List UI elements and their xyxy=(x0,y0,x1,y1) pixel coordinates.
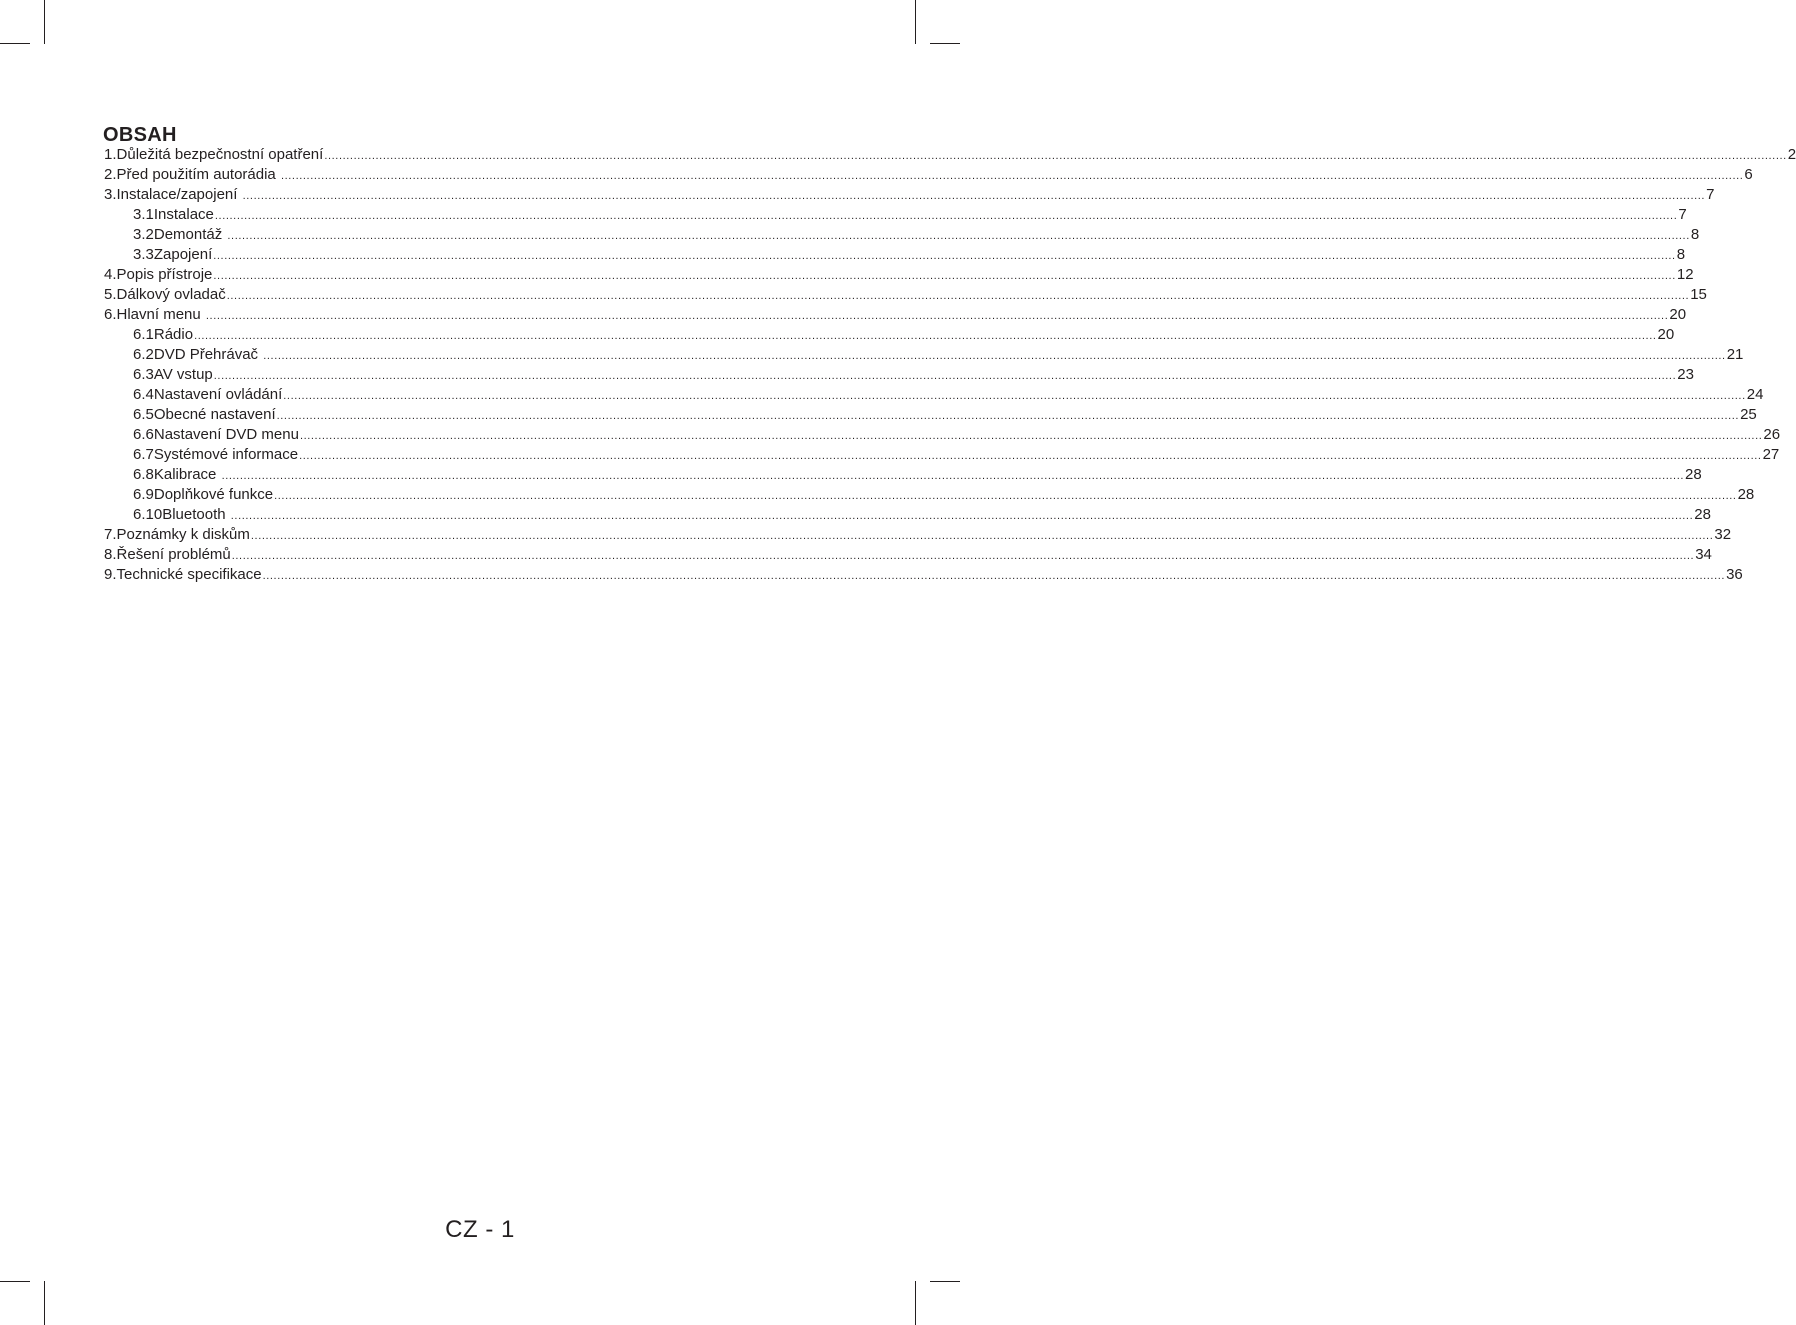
toc-dot-leader: ................................................................................................................................................................................................................................................................................................................................................................................................................ xyxy=(226,290,1690,302)
toc-entry-page: 25 xyxy=(1740,406,1757,423)
toc-entry-page: 28 xyxy=(1685,466,1702,483)
toc-entry-title: Demontáž xyxy=(153,226,227,243)
toc-entry-title: Nastavení DVD menu xyxy=(153,426,299,443)
toc-entry-page: 12 xyxy=(1676,266,1694,283)
toc-entry-number: 6.4 xyxy=(133,386,154,403)
toc-entry[interactable] xyxy=(104,225,1700,245)
toc-dot-leader: ................................................................................................................................................................................................................................................................................................................................................................................................................ xyxy=(250,530,1714,542)
toc-entry-page: 6 xyxy=(1744,166,1753,183)
toc-entry-title: Hlavní menu xyxy=(116,306,205,323)
toc-entry-title: Důležitá bezpečnostní opatření xyxy=(116,146,324,163)
toc-entry-title: Kalibrace xyxy=(153,466,221,483)
toc-entry-page: 20 xyxy=(1657,326,1675,343)
toc-entry-number: 9. xyxy=(104,566,117,583)
toc-dot-leader: ................................................................................................................................................................................................................................................................................................................................................................................................................ xyxy=(227,230,1690,242)
toc-entry-number: 6.8 xyxy=(133,466,154,483)
toc-entry-number: 4. xyxy=(104,266,117,283)
page-number-footer: CZ - 1 xyxy=(445,1216,515,1243)
toc-entry-title: AV vstup xyxy=(153,366,213,383)
toc-entry[interactable] xyxy=(104,365,1694,385)
toc-entry-number: 3.2 xyxy=(133,226,154,243)
toc-entry[interactable] xyxy=(104,205,1687,225)
toc-dot-leader: ................................................................................................................................................................................................................................................................................................................................................................................................................ xyxy=(205,310,1669,322)
toc-entry-title: Zapojení xyxy=(153,246,213,263)
toc-entry-number: 6.2 xyxy=(133,346,154,363)
toc-dot-leader: ................................................................................................................................................................................................................................................................................................................................................................................................................ xyxy=(280,170,1744,182)
toc-entry-title: Nastavení ovládání xyxy=(153,386,283,403)
toc-entry[interactable] xyxy=(104,145,1796,165)
toc-entry-number: 8. xyxy=(104,546,117,563)
toc-entry[interactable] xyxy=(104,265,1694,285)
toc-entry[interactable] xyxy=(104,565,1743,585)
toc-entry[interactable] xyxy=(104,525,1732,545)
toc-entry-page: 20 xyxy=(1669,306,1687,323)
toc-entry-title: Popis přístroje xyxy=(116,266,213,283)
toc-entry-page: 32 xyxy=(1714,526,1732,543)
toc-entry[interactable] xyxy=(104,185,1715,205)
crop-mark-top-left-horizontal xyxy=(0,43,30,44)
toc-dot-leader: ................................................................................................................................................................................................................................................................................................................................................................................................................ xyxy=(263,350,1726,362)
toc-entry-page: 28 xyxy=(1694,506,1711,523)
toc-entry-title: Dálkový ovladač xyxy=(116,286,226,303)
toc-entry-number: 6.5 xyxy=(133,406,154,423)
toc-entry-page: 27 xyxy=(1762,446,1780,463)
toc-entry[interactable] xyxy=(104,465,1702,485)
toc-entry-title: Rádio xyxy=(153,326,194,343)
toc-entry-number: 6.7 xyxy=(133,446,154,463)
toc-dot-leader: ................................................................................................................................................................................................................................................................................................................................................................................................................ xyxy=(299,430,1763,442)
toc-entry-number: 1. xyxy=(104,146,117,163)
toc-dot-leader: ................................................................................................................................................................................................................................................................................................................................................................................................................ xyxy=(242,190,1706,202)
toc-entry[interactable] xyxy=(104,305,1687,325)
toc-entry-page: 23 xyxy=(1677,366,1694,383)
toc-entry-number: 7. xyxy=(104,526,117,543)
crop-mark-top-left-vertical xyxy=(44,0,45,44)
toc-dot-leader: ................................................................................................................................................................................................................................................................................................................................................................................................................ xyxy=(299,450,1762,462)
toc-entry-number: 6.9 xyxy=(133,486,154,503)
toc-entry-title: Bluetooth xyxy=(162,506,230,523)
toc-entry-title: Technické specifikace xyxy=(116,566,262,583)
crop-mark-bottom-left-horizontal xyxy=(0,1281,30,1282)
toc-entry-page: 26 xyxy=(1763,426,1781,443)
toc-entry-title: DVD Přehrávač xyxy=(153,346,263,363)
toc-entry-page: 2 xyxy=(1787,146,1796,163)
toc-entry-number: 6.3 xyxy=(133,366,154,383)
toc-dot-leader: ................................................................................................................................................................................................................................................................................................................................................................................................................ xyxy=(213,370,1677,382)
table-of-contents xyxy=(104,145,1796,585)
toc-entry-title: Doplňkové funkce xyxy=(153,486,274,503)
toc-dot-leader: ................................................................................................................................................................................................................................................................................................................................................................................................................ xyxy=(221,470,1685,482)
toc-entry-number: 6.1 xyxy=(133,326,154,343)
toc-entry-number: 3. xyxy=(104,186,117,203)
toc-entry-page: 7 xyxy=(1706,186,1715,203)
toc-entry-page: 21 xyxy=(1726,346,1744,363)
toc-entry-number: 2. xyxy=(104,166,117,183)
toc-dot-leader: ................................................................................................................................................................................................................................................................................................................................................................................................................ xyxy=(283,390,1746,402)
toc-entry-number: 6.6 xyxy=(133,426,154,443)
crop-mark-bottom-right-horizontal xyxy=(930,1281,960,1282)
toc-entry[interactable] xyxy=(104,425,1781,445)
toc-entry-page: 28 xyxy=(1737,486,1755,503)
toc-entry-number: 6.10 xyxy=(133,506,163,523)
toc-dot-leader: ................................................................................................................................................................................................................................................................................................................................................................................................................ xyxy=(194,330,1657,342)
toc-entry[interactable] xyxy=(104,405,1757,425)
toc-dot-leader: ................................................................................................................................................................................................................................................................................................................................................................................................................ xyxy=(213,270,1676,282)
toc-dot-leader: ................................................................................................................................................................................................................................................................................................................................................................................................................ xyxy=(274,490,1737,502)
toc-entry[interactable] xyxy=(104,285,1707,305)
toc-entry-page: 24 xyxy=(1746,386,1764,403)
toc-entry[interactable] xyxy=(104,385,1764,405)
toc-dot-leader: ................................................................................................................................................................................................................................................................................................................................................................................................................ xyxy=(262,570,1726,582)
toc-entry-page: 36 xyxy=(1726,566,1743,583)
toc-entry-title: Řešení problémů xyxy=(116,546,231,563)
toc-dot-leader: ................................................................................................................................................................................................................................................................................................................................................................................................................ xyxy=(231,550,1695,562)
toc-entry[interactable] xyxy=(104,445,1780,465)
toc-entry-number: 5. xyxy=(104,286,117,303)
page-title: OBSAH xyxy=(103,124,177,147)
toc-entry-page: 8 xyxy=(1676,246,1686,263)
toc-entry-title: Systémové informace xyxy=(153,446,299,463)
crop-mark-bottom-right-vertical xyxy=(915,1281,916,1325)
toc-entry-number: 6. xyxy=(104,306,117,323)
toc-entry-title: Před použitím autorádia xyxy=(116,166,280,183)
toc-entry-page: 8 xyxy=(1690,226,1700,243)
toc-entry-title: Obecné nastavení xyxy=(153,406,276,423)
crop-mark-top-right-horizontal xyxy=(930,43,960,44)
toc-entry[interactable] xyxy=(104,485,1755,505)
toc-entry-title: Poznámky k diskům xyxy=(116,526,250,543)
toc-entry-page: 7 xyxy=(1678,206,1687,223)
toc-entry-title: Instalace/zapojení xyxy=(116,186,242,203)
toc-entry[interactable] xyxy=(104,245,1686,265)
toc-dot-leader: ................................................................................................................................................................................................................................................................................................................................................................................................................ xyxy=(324,150,1787,162)
toc-dot-leader: ................................................................................................................................................................................................................................................................................................................................................................................................................ xyxy=(230,510,1694,522)
toc-entry[interactable] xyxy=(104,345,1744,365)
toc-dot-leader: ................................................................................................................................................................................................................................................................................................................................................................................................................ xyxy=(213,250,1676,262)
toc-entry[interactable] xyxy=(104,325,1675,345)
toc-entry-title: Instalace xyxy=(153,206,214,223)
toc-entry[interactable] xyxy=(104,165,1753,185)
toc-entry-page: 34 xyxy=(1695,546,1712,563)
crop-mark-top-right-vertical xyxy=(915,0,916,44)
toc-entry[interactable] xyxy=(104,505,1711,525)
toc-entry-number: 3.3 xyxy=(133,246,154,263)
toc-dot-leader: ................................................................................................................................................................................................................................................................................................................................................................................................................ xyxy=(276,410,1740,422)
toc-dot-leader: ................................................................................................................................................................................................................................................................................................................................................................................................................ xyxy=(214,210,1678,222)
toc-entry-page: 15 xyxy=(1690,286,1707,303)
toc-entry[interactable] xyxy=(104,545,1712,565)
crop-mark-bottom-left-vertical xyxy=(44,1281,45,1325)
toc-entry-number: 3.1 xyxy=(133,206,154,223)
